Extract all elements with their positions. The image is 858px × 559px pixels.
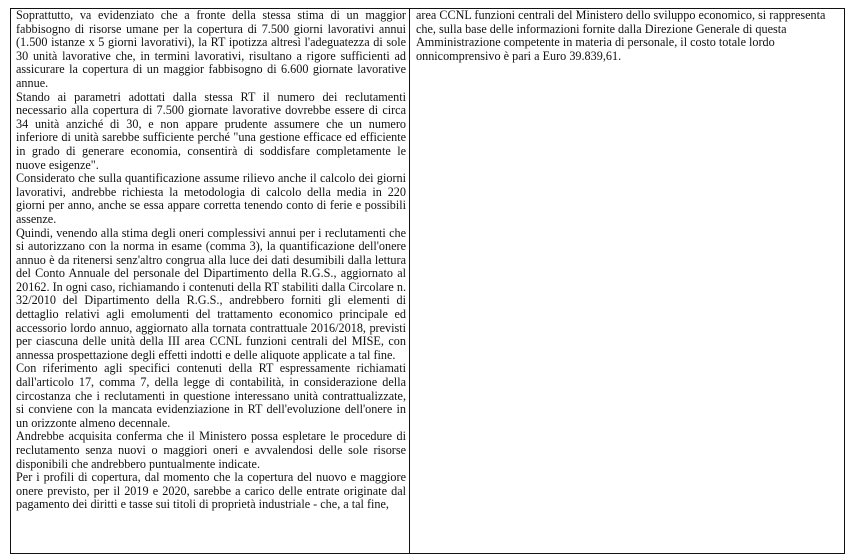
left-paragraph-5: Con riferimento agli specifici contenuti della RT espressamente richiamati dall'articolo 17, comma 7, della legge di contabilità, in considerazione della circostanza che i reclutamenti in questione interessano unità contrattualizzate, si conviene con la mancata evidenziazione in RT dell'evoluzione dell'onere in un orizzonte almeno decennale. [16, 361, 406, 430]
left-paragraph-3: Considerato che sulla quantificazione assume rilievo anche il calcolo dei giorni lavorativi, andrebbe richiesta la metodologia di calcolo della media in 220 giorni per anno, anche se essa appare corretta tenendo conto di ferie e possibili assenze. [16, 171, 406, 226]
right-column [410, 9, 846, 553]
left-column [11, 9, 410, 553]
two-column-table [10, 8, 845, 554]
left-paragraph-4: Quindi, venendo alla stima degli oneri complessivi annui per i reclutamenti che si autorizzano con la norma in esame (comma 3), la quantificazione dell'onere annuo è da ritenersi senz'altro congrua alla luce dei dati desumibili dalla lettura del Conto Annuale del personale del Dipartimento della R.G.S., aggiornato al 20162. In ogni caso, richiamando i contenuti della RT stabiliti dalla Circolare n. 32/2010 del Dipartimento della R.G.S., andrebbero forniti gli elementi di dettaglio relativi agli emolumenti del trattamento economico principale ed accessorio lordo annuo, aggiornato alla tornata contrattuale 2016/2018, previsti per ciascuna delle unità della III area CCNL funzioni centrali del MISE, con annessa prospettazione degli effetti indotti e delle aliquote applicate a tal fine. [16, 225, 406, 362]
right-paragraph-1: area CCNL funzioni centrali del Ministero dello sviluppo economico, si rappresenta che, sulla base delle informazioni fornite dalla Direzione Generale di questa Amministrazione competente in materia di personale, il costo totale lordo onnicomprensivo è pari a Euro 39.839,61. [416, 9, 826, 63]
left-paragraph-2: Stando ai parametri adottati dalla stessa RT il numero dei reclutamenti necessario alla copertura di 7.500 giornate lavorative dovrebbe essere di circa 34 unità anziché di 30, e non appare prudente assumere che un numero inferiore di unità sarebbe sufficiente perché "una gestione efficace ed efficiente in grado di generare economia, consentirà di soddisfare completamente le nuove esigenze". [16, 89, 406, 172]
left-paragraph-6: Andrebbe acquisita conferma che il Ministero possa espletare le procedure di reclutamento senza nuovi o maggiori oneri e avvalendosi delle sole risorse disponibili che andrebbero puntualmente indicate. [16, 429, 406, 471]
left-paragraph-7: Per i profili di copertura, dal momento che la copertura del nuovo e maggiore onere previsto, per il 2019 e 2020, sarebbe a carico delle entrate originate dal pagamento dei diritti e tasse sui titoli di proprietà industriale - che, a tal fine, [16, 470, 406, 512]
left-paragraph-1: Soprattutto, va evidenziato che a fronte della stessa stima di un maggior fabbisogno di risorse umane per la copertura di 7.500 giorni lavorativi annui (1.500 istanze x 5 giorni lavorativi), la RT ipotizza altresì l'adeguatezza di sole 30 unità lavorative che, in termini lavorativi, risultano a rigore sufficienti ad assicurare la copertura di un maggior fabbisogno di 6.600 giornate lavorative annue. [16, 9, 406, 90]
